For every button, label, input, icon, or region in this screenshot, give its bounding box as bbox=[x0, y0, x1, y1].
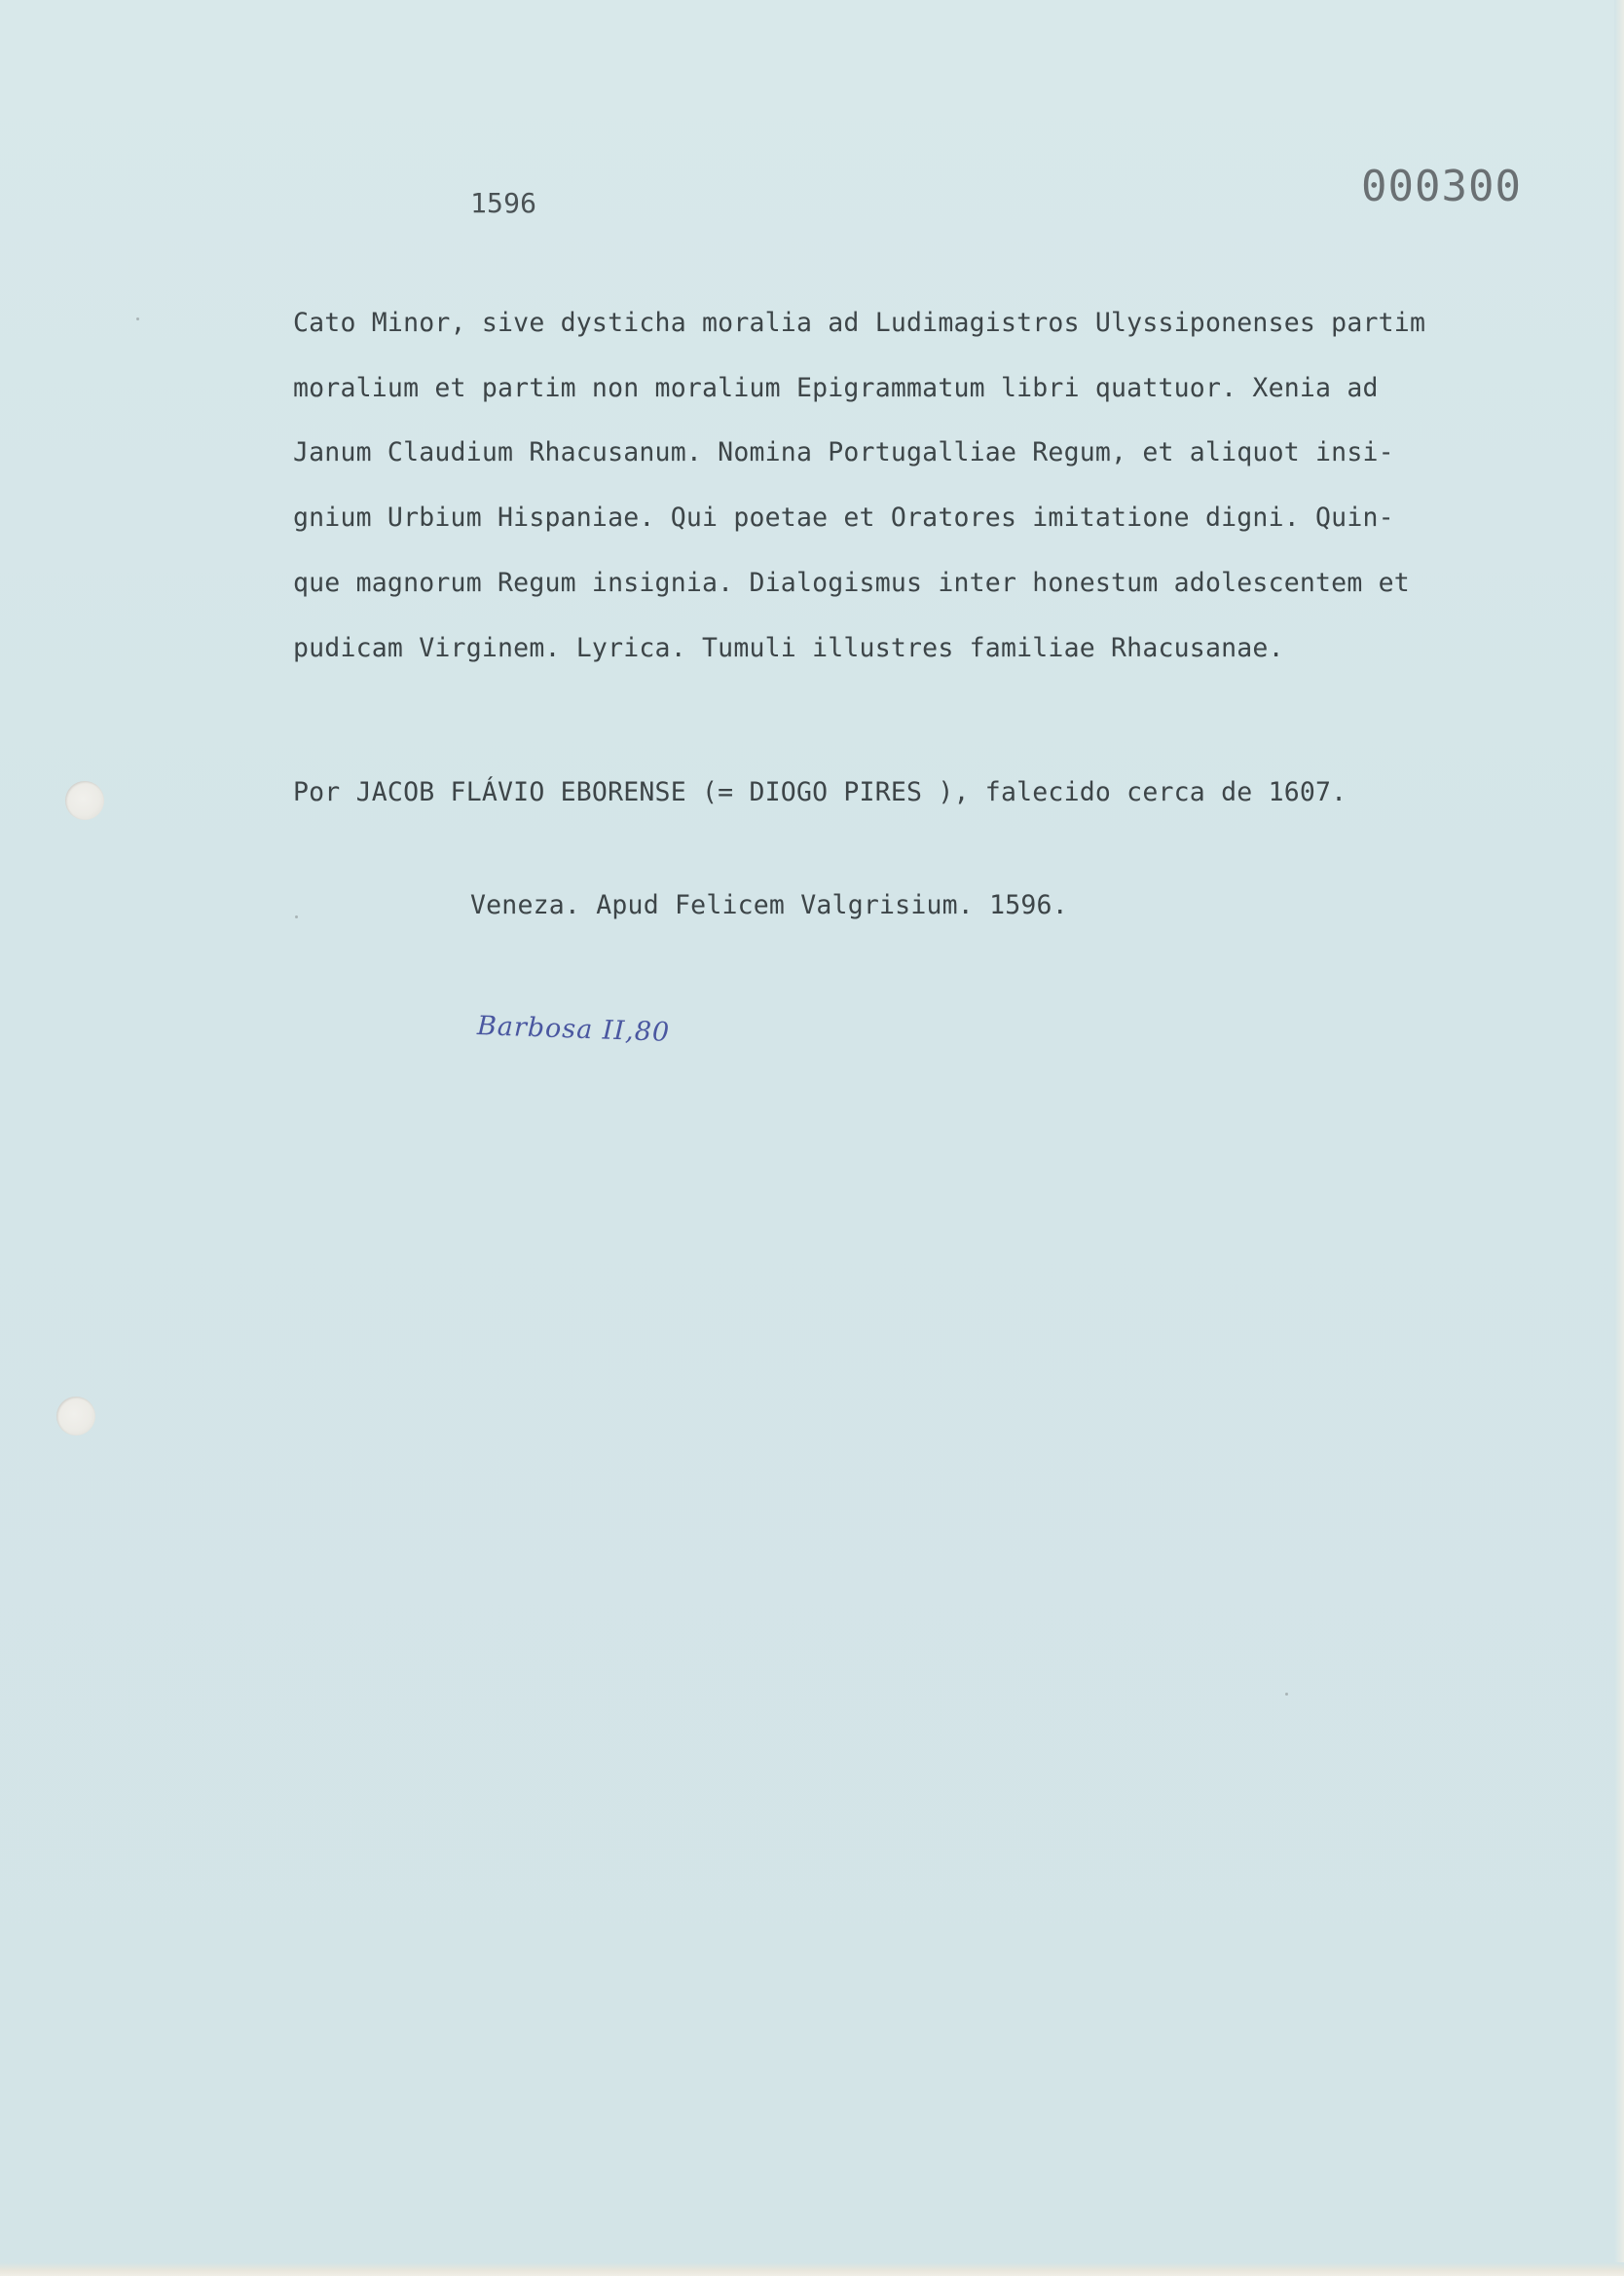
title-line: que magnorum Regum insignia. Dialogismus inter honestum adolescentem et bbox=[293, 568, 1410, 598]
title-line: Cato Minor, sive dysticha moralia ad Ludimagistros Ulyssiponenses partim bbox=[293, 308, 1426, 338]
sheet-number-stamp: 000300 bbox=[1361, 162, 1522, 211]
author-line: Por JACOB FLÁVIO EBORENSE (= DIOGO PIRES ), falecido cerca de 1607. bbox=[293, 777, 1347, 807]
paper-speck bbox=[136, 317, 139, 320]
paper-speck bbox=[295, 915, 298, 918]
title-line: Janum Claudium Rhacusanum. Nomina Portugalliae Regum, et aliquot insi- bbox=[293, 437, 1394, 467]
title-line: gnium Urbium Hispaniae. Qui poetae et Oratores imitatione digni. Quin- bbox=[293, 503, 1394, 533]
title-line: moralium et partim non moralium Epigrammatum libri quattuor. Xenia ad bbox=[293, 373, 1379, 403]
punch-hole-bottom bbox=[56, 1397, 95, 1436]
title-line: pudicam Virginem. Lyrica. Tumuli illustres familiae Rhacusanae. bbox=[293, 633, 1284, 663]
paper-right-edge bbox=[1614, 0, 1624, 2276]
punch-hole-top bbox=[65, 781, 104, 820]
paper-speck bbox=[1285, 1693, 1288, 1696]
imprint-line: Veneza. Apud Felicem Valgrisium. 1596. bbox=[470, 890, 1068, 920]
year-heading: 1596 bbox=[470, 187, 537, 219]
handwritten-reference-note: Barbosa II,80 bbox=[476, 1011, 671, 1048]
paper-bottom-edge bbox=[0, 2262, 1624, 2276]
